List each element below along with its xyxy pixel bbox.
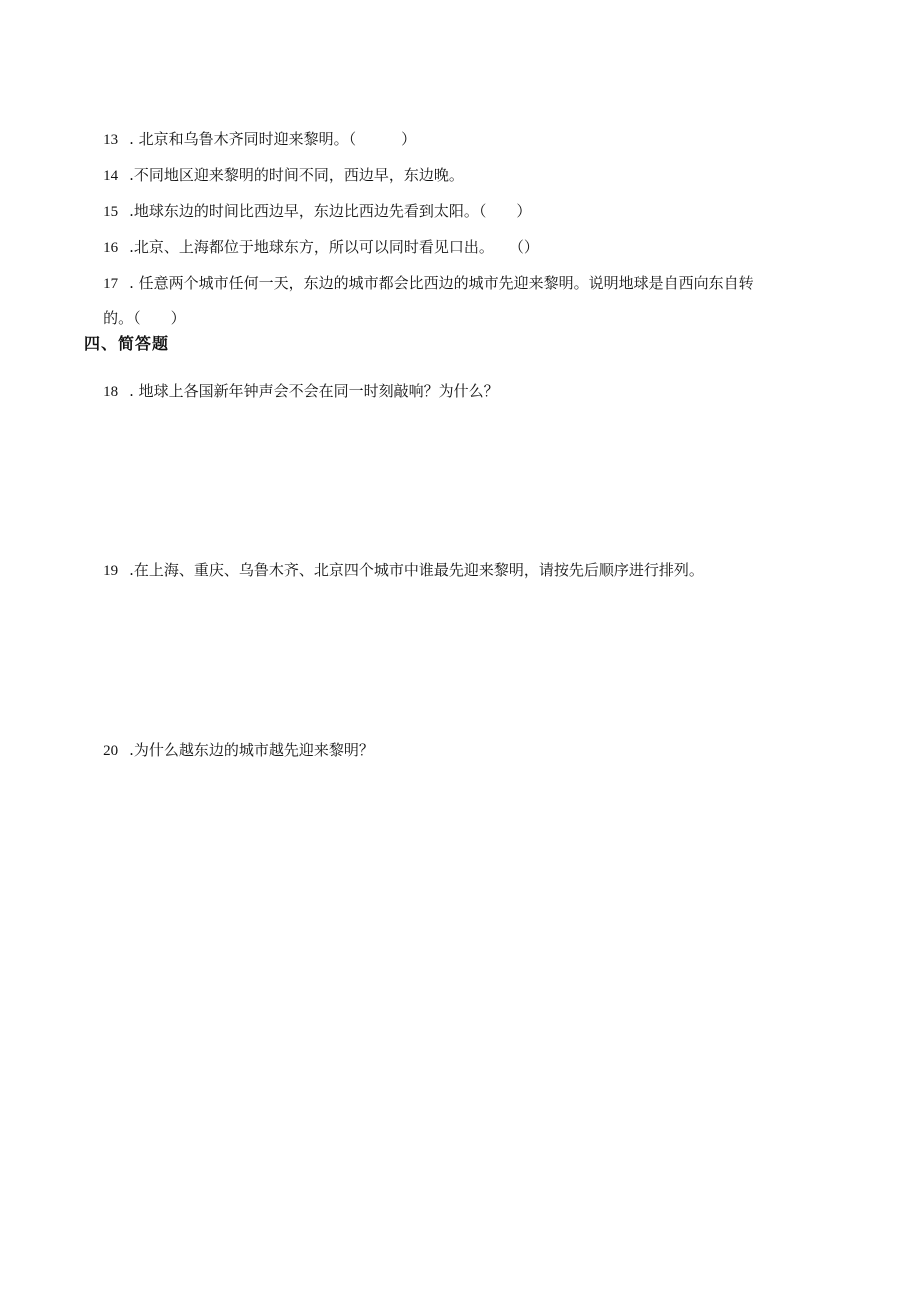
question-number: 17 <box>103 276 119 292</box>
question-number: 13 <box>103 132 119 148</box>
question-number: 15 <box>103 204 119 220</box>
question-text: .北京、上海都位于地球东方，所以可以同时看见口出。 （） <box>129 238 539 256</box>
question-text: . 地球上各国新年钟声会不会在同一时刻敲响？为什么？ <box>129 382 499 400</box>
question-text: . 北京和乌鲁木齐同时迎来黎明。（ ） <box>129 130 417 148</box>
question-text-continuation: 的。（ ） <box>103 309 186 327</box>
question-number: 14 <box>103 168 119 184</box>
question-19 <box>84 543 704 598</box>
section-heading: 四、简答题 <box>84 334 170 353</box>
question-text: . 任意两个城市任何一天，东边的城市都会比西边的城市先迎来黎明。说明地球是自西向东自转 <box>129 274 754 292</box>
question-number: 19 <box>103 563 119 579</box>
question-18 <box>84 364 499 419</box>
question-number: 18 <box>103 384 119 400</box>
question-text: .不同地区迎来黎明的时间不同，西边早，东边晚。 <box>129 166 464 184</box>
question-text: .地球东边的时间比西边早，东边比西边先看到太阳。（ ） <box>129 202 532 220</box>
question-number: 20 <box>103 743 119 759</box>
question-text: .在上海、重庆、乌鲁木齐、北京四个城市中谁最先迎来黎明，请按先后顺序进行排列。 <box>129 561 704 579</box>
question-text: .为什么越东边的城市越先迎来黎明？ <box>129 741 374 759</box>
question-number: 16 <box>103 240 119 256</box>
question-20 <box>84 723 374 778</box>
